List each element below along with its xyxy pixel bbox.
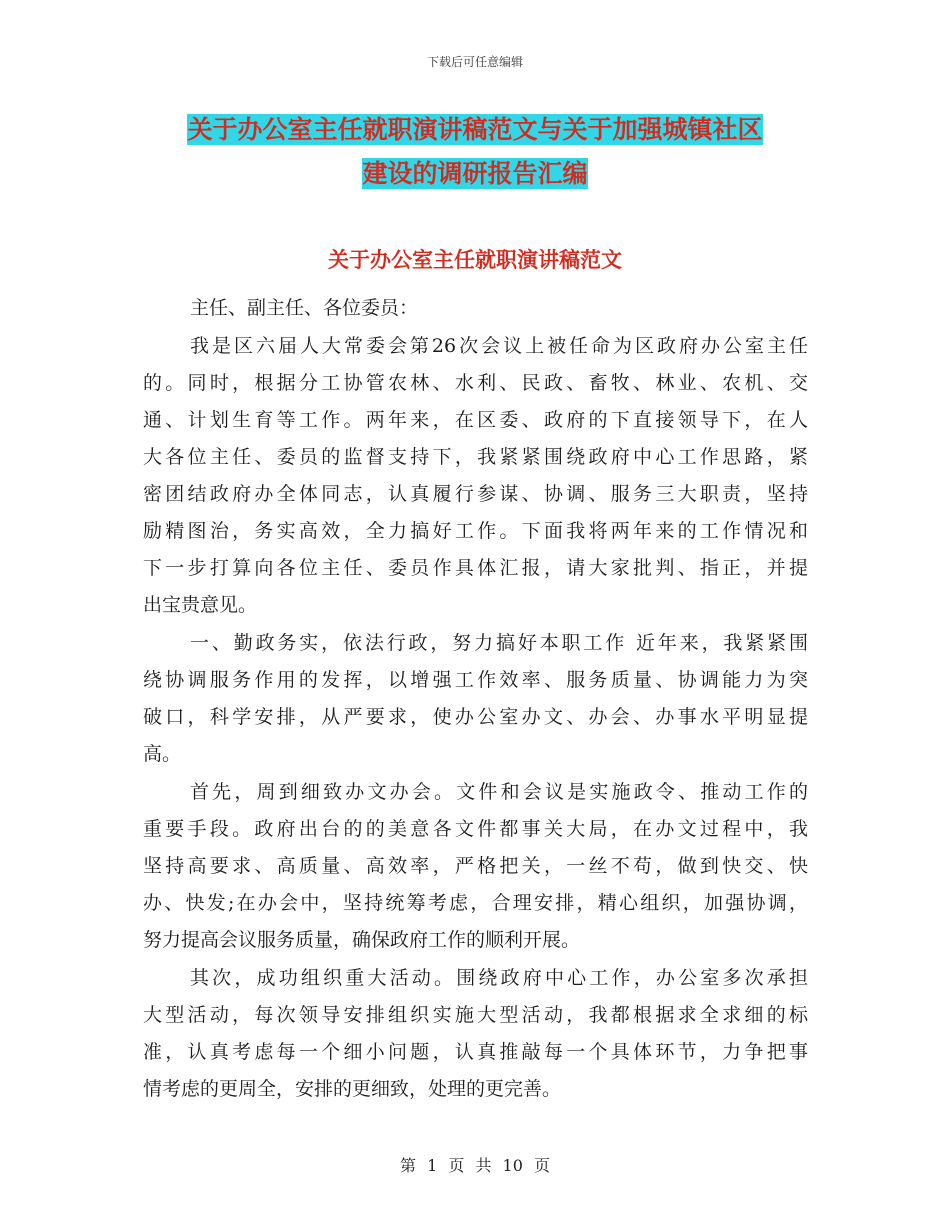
body-line: 主任、副主任、各位委员： <box>190 297 419 319</box>
page-footer: 第 1 页 共 10 页 <box>400 1156 550 1175</box>
body-line: 大各位主任、委员的监督支持下，我紧紧围绕政府中心工作思路，紧 <box>143 446 808 468</box>
body-line: 破口，科学安排，从严要求，使办公室办文、办会、办事水平明显提 <box>143 706 808 728</box>
body-line: 办、快发;在办会中，坚持统筹考虑，合理安排，精心组织，加强协调， <box>143 892 808 914</box>
title-highlight-1: 关于办公室主任就职演讲稿范文与关于加强城镇社区 <box>187 115 763 144</box>
body-line: 下一步打算向各位主任、委员作具体汇报，请大家批判、指正，并提 <box>143 557 808 579</box>
document-title-line-2 <box>0 156 950 192</box>
title-highlight-2: 建设的调研报告汇编 <box>362 159 588 188</box>
body-line: 准，认真考虑每一个细小问题，认真推敲每一个具体环节，力争把事 <box>143 1041 808 1063</box>
body-line: 其次，成功组织重大活动。围绕政府中心工作，办公室多次承担 <box>190 967 808 989</box>
document-title-line-1 <box>0 112 950 148</box>
section-title: 关于办公室主任就职演讲稿范文 <box>328 248 622 272</box>
body-line: 首先，周到细致办文办会。文件和会议是实施政令、推动工作的 <box>190 781 808 803</box>
body-line: 的。同时，根据分工协管农林、水利、民政、畜牧、林业、农机、交 <box>143 372 808 394</box>
header-note: 下载后可任意编辑 <box>426 55 523 69</box>
body-line: 出宝贵意见。 <box>143 594 258 616</box>
body-line: 绕协调服务作用的发挥，以增强工作效率、服务质量、协调能力为突 <box>143 669 808 691</box>
body-line: 重要手段。政府出台的的美意各文件都事关大局，在办文过程中，我 <box>143 818 808 840</box>
body-line: 大型活动，每次领导安排组织实施大型活动，我都根据求全求细的标 <box>143 1004 808 1026</box>
body-line: 情考虑的更周全，安排的更细致，处理的更完善。 <box>143 1078 562 1100</box>
body-line: 努力提高会议服务质量，确保政府工作的顺利开展。 <box>143 929 581 951</box>
body-line: 励精图治，务实高效，全力搞好工作。下面我将两年来的工作情况和 <box>143 520 808 542</box>
body-line: 我是区六届人大常委会第26次会议上被任命为区政府办公室主任 <box>190 335 808 357</box>
body-line: 一、勤政务实，依法行政，努力搞好本职工作 近年来，我紧紧围 <box>190 632 808 654</box>
body-line: 高。 <box>143 743 182 765</box>
body-line: 通、计划生育等工作。两年来，在区委、政府的下直接领导下，在人 <box>143 409 808 431</box>
body-line: 坚持高要求、高质量、高效率，严格把关，一丝不苟，做到快交、快 <box>143 855 808 877</box>
body-line: 密团结政府办全体同志，认真履行参谋、协调、服务三大职责，坚持 <box>143 483 808 505</box>
